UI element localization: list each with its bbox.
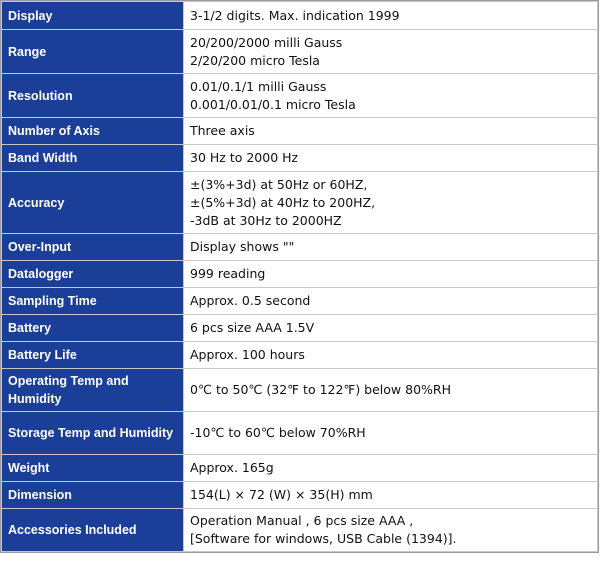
spec-label: Storage Temp and Humidity <box>2 412 183 454</box>
spec-label: Over-Input <box>2 234 183 260</box>
spec-value-line: Operation Manual , 6 pcs size AAA , <box>190 513 414 528</box>
spec-value <box>184 145 597 171</box>
spec-value-line: 999 reading <box>190 266 266 281</box>
spec-row-resolution <box>2 74 597 117</box>
spec-row-band-width <box>2 145 597 171</box>
spec-value <box>184 74 597 117</box>
spec-value-line: -10℃ to 60℃ below 70%RH <box>190 425 366 440</box>
spec-value <box>184 30 597 73</box>
spec-label: Display <box>2 2 183 29</box>
spec-value <box>184 342 597 368</box>
spec-value-line: 0.01/0.1/1 milli Gauss <box>190 78 327 94</box>
spec-value-line: 3-1/2 digits. Max. indication 1999 <box>190 7 400 23</box>
spec-label: Battery Life <box>2 342 183 368</box>
spec-row-accessories <box>2 509 597 551</box>
spec-value <box>184 455 597 481</box>
spec-row-number-of-axis <box>2 118 597 144</box>
spec-row-over-input <box>2 234 597 260</box>
spec-label: Dimension <box>2 482 183 508</box>
spec-label: Weight <box>2 455 183 481</box>
spec-label: Range <box>2 30 183 73</box>
spec-row-battery-life <box>2 342 597 368</box>
spec-value-line: Three axis <box>190 123 255 138</box>
spec-row-operating-temp <box>2 369 597 411</box>
spec-row-weight <box>2 455 597 481</box>
spec-row-dimension <box>2 482 597 508</box>
spec-value-line: 0℃ to 50℃ (32℉ to 122℉) below 80%RH <box>190 382 451 397</box>
spec-label: Number of Axis <box>2 118 183 144</box>
spec-value-line: Approx. 0.5 second <box>190 293 311 308</box>
spec-label: Operating Temp and Humidity <box>2 369 183 411</box>
spec-row-storage-temp <box>2 412 597 454</box>
spec-label: Battery <box>2 315 183 341</box>
spec-value-line: Approx. 165g <box>190 460 274 475</box>
spec-label: Accessories Included <box>2 509 183 551</box>
spec-label: Band Width <box>2 145 183 171</box>
spec-row-display <box>2 2 597 29</box>
spec-value-line: 30 Hz to 2000 Hz <box>190 150 299 165</box>
spec-value-line: -3dB at 30Hz to 2000HZ <box>190 212 342 228</box>
spec-value <box>184 482 597 508</box>
spec-label: Resolution <box>2 74 183 117</box>
spec-value-line: [Software for windows, USB Cable (1394)]. <box>190 531 457 546</box>
spec-label: Sampling Time <box>2 288 183 314</box>
spec-value-line: 154(L) × 72 (W) × 35(H) mm <box>190 487 373 502</box>
spec-value <box>184 288 597 314</box>
spec-row-sampling-time <box>2 288 597 314</box>
spec-value-line: Display shows "" <box>190 239 295 254</box>
spec-value <box>184 509 597 551</box>
spec-value <box>184 369 597 411</box>
spec-row-datalogger <box>2 261 597 287</box>
spec-row-battery <box>2 315 597 341</box>
spec-value <box>184 412 597 454</box>
spec-value-line: 6 pcs size AAA 1.5V <box>190 320 315 335</box>
spec-value-line: ±(5%+3d) at 40Hz to 200HZ, <box>190 194 376 210</box>
spec-value-line: 2/20/200 micro Tesla <box>190 52 320 68</box>
spec-label: Accuracy <box>2 172 183 233</box>
spec-value-line: 20/200/2000 milli Gauss <box>190 34 343 50</box>
spec-value <box>184 315 597 341</box>
spec-value <box>184 261 597 287</box>
spec-value <box>184 2 597 29</box>
spec-value-line: Approx. 100 hours <box>190 347 305 362</box>
spec-value <box>184 234 597 260</box>
spec-value <box>184 118 597 144</box>
spec-value-line: 0.001/0.01/0.1 micro Tesla <box>190 96 356 112</box>
spec-row-accuracy <box>2 172 597 233</box>
spec-value <box>184 172 597 233</box>
spec-label: Datalogger <box>2 261 183 287</box>
spec-row-range <box>2 30 597 73</box>
spec-value-line: ±(3%+3d) at 50Hz or 60HZ, <box>190 176 368 192</box>
